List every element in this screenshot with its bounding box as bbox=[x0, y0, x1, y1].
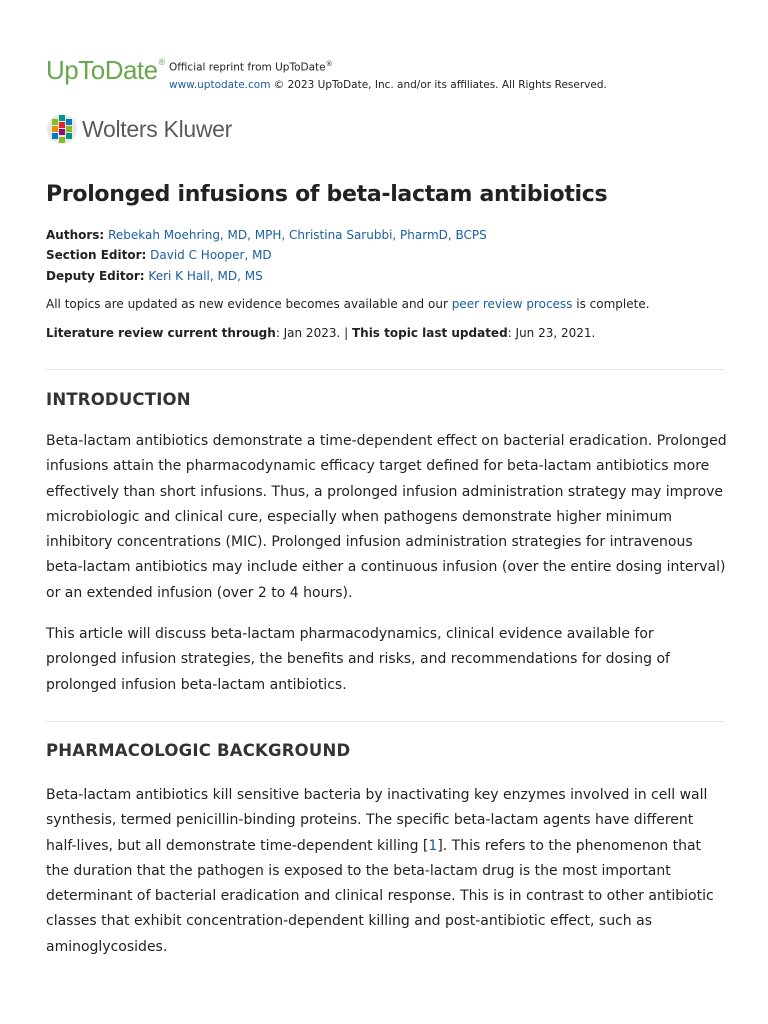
section-heading-pharmacologic-background: PHARMACOLOGIC BACKGROUND bbox=[46, 741, 351, 760]
wolters-kluwer-text: Wolters Kluwer bbox=[82, 116, 233, 142]
reference-link[interactable]: 1 bbox=[428, 837, 438, 854]
reprint-reg: ® bbox=[325, 60, 333, 68]
uptodate-logo-reg: ® bbox=[158, 57, 165, 67]
reprint-line: Official reprint from UpToDate bbox=[169, 61, 326, 74]
section-editor-link[interactable]: David C Hooper, MD bbox=[150, 248, 272, 262]
pharmacologic-paragraph bbox=[46, 783, 728, 960]
deputy-editor-link[interactable]: Keri K Hall, MD, MS bbox=[148, 269, 263, 283]
authors-line: Authors: Rebekah Moehring, MD, MPH, Christina Sarubbi, PharmD, BCPS bbox=[46, 228, 487, 242]
last-updated-date: : Jun 23, 2021. bbox=[507, 326, 596, 340]
intro-paragraph-2: This article will discuss beta-lactam pharmacodynamics, clinical evidence available for prolonged infusion strategies, the benefits and risks, and recommendations for dosing of prolonged infusion beta-lactam antibiotics. bbox=[46, 626, 670, 693]
copyright-text: © 2023 UpToDate, Inc. and/or its affiliates. All Rights Reserved. bbox=[270, 78, 607, 91]
intro-paragraph-1: Beta-lactam antibiotics demonstrate a time-dependent effect on bacterial eradication. Prolonged infusions attain the pharmacodynamic efficacy target defined for beta-lactam antibiotics more effectively than short infusions. Thus, a prolonged infusion administration strategy may improve microbiologic and clinical cure, especially when pathogens demonstrate higher minimum inhibitory concentrations (MIC). Prolonged infusion administration strategies for intravenous beta-lactam antibiotics may include either a continuous infusion (over the entire dosing interval) or an extended infusion (over 2 to 4 hours). bbox=[46, 433, 727, 601]
authors-link[interactable]: Rebekah Moehring, MD, MPH, Christina Sarubbi, PharmD, BCPS bbox=[108, 228, 487, 242]
section-heading-introduction: INTRODUCTION bbox=[46, 390, 191, 409]
deputy-editor-label: Deputy Editor bbox=[46, 269, 140, 283]
uptodate-logo[interactable] bbox=[46, 55, 165, 86]
section-editor-label: Section Editor bbox=[46, 248, 142, 262]
update-notice-text: All topics are updated as new evidence becomes available and our bbox=[46, 297, 452, 311]
update-notice-end: is complete. bbox=[572, 297, 650, 311]
divider bbox=[46, 721, 724, 722]
authors-label: Authors bbox=[46, 228, 100, 242]
lit-review-date: : Jan 2023. | bbox=[275, 326, 352, 340]
page-title: Prolonged infusions of beta-lactam antibiotics bbox=[46, 182, 608, 207]
reprint-header bbox=[46, 52, 726, 92]
uptodate-logo-text: UpToDate bbox=[46, 55, 158, 85]
pharmacologic-text-cont: ]. This refers to the phenomenon that the duration that the pathogen is exposed to the beta-lactam drug is the most important determinant of bacterial eradication and clinical response. This is in contrast to other antibiotic classes that exhibit concentration-dependent killing and post-antibiotic effect, such as aminoglycosides. bbox=[46, 837, 714, 955]
peer-review-link[interactable]: peer review process bbox=[451, 297, 573, 311]
uptodate-site-link[interactable]: www.uptodate.com bbox=[169, 78, 271, 91]
reprint-notice bbox=[169, 56, 607, 94]
review-dates bbox=[46, 326, 595, 340]
divider bbox=[46, 369, 724, 370]
deputy-editor-line: Deputy Editor: Keri K Hall, MD, MS bbox=[46, 269, 263, 283]
update-notice bbox=[46, 297, 650, 311]
wolters-kluwer-mark-icon bbox=[46, 113, 78, 145]
pharmacologic-text: Beta-lactam antibiotics kill sensitive bacteria by inactivating key enzymes involved in cell wall synthesis, termed penicillin-binding proteins. The specific beta-lactam agents have different half-lives, but all demonstrate time-dependent killing [ bbox=[46, 787, 708, 854]
last-updated-label: This topic last updated bbox=[351, 326, 508, 340]
section-editor-line: Section Editor: David C Hooper, MD bbox=[46, 248, 272, 262]
lit-review-label: Literature review current through bbox=[46, 326, 276, 340]
